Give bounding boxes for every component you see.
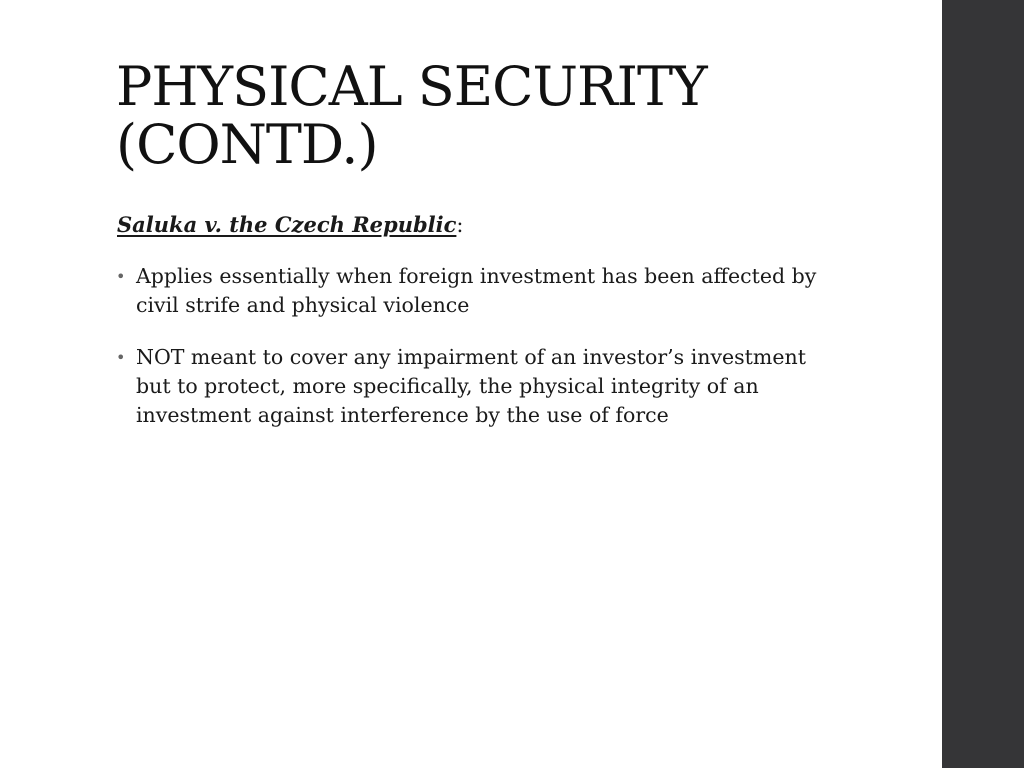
slide-title [116, 55, 896, 176]
side-accent-bar [942, 0, 1024, 768]
bullet-text: Applies essentially when foreign investment has been affected by civil strife and physical violence [136, 264, 817, 317]
case-reference [117, 211, 463, 239]
case-suffix: : [456, 213, 464, 237]
bullet-list [116, 262, 826, 453]
slide-title-line-1: PHYSICAL SECURITY [116, 55, 707, 118]
bullet-item [116, 343, 826, 430]
bullet-icon: • [116, 348, 126, 367]
slide-title-line-2: (CONTD.) [116, 113, 378, 176]
bullet-item [116, 262, 826, 320]
case-name: Saluka v. the Czech Republic [117, 212, 457, 237]
bullet-icon: • [116, 267, 126, 286]
bullet-text: NOT meant to cover any impairment of an investor’s investment but to protect, more specifically, the physical integrity of an investment against interference by the use of force [136, 345, 806, 427]
